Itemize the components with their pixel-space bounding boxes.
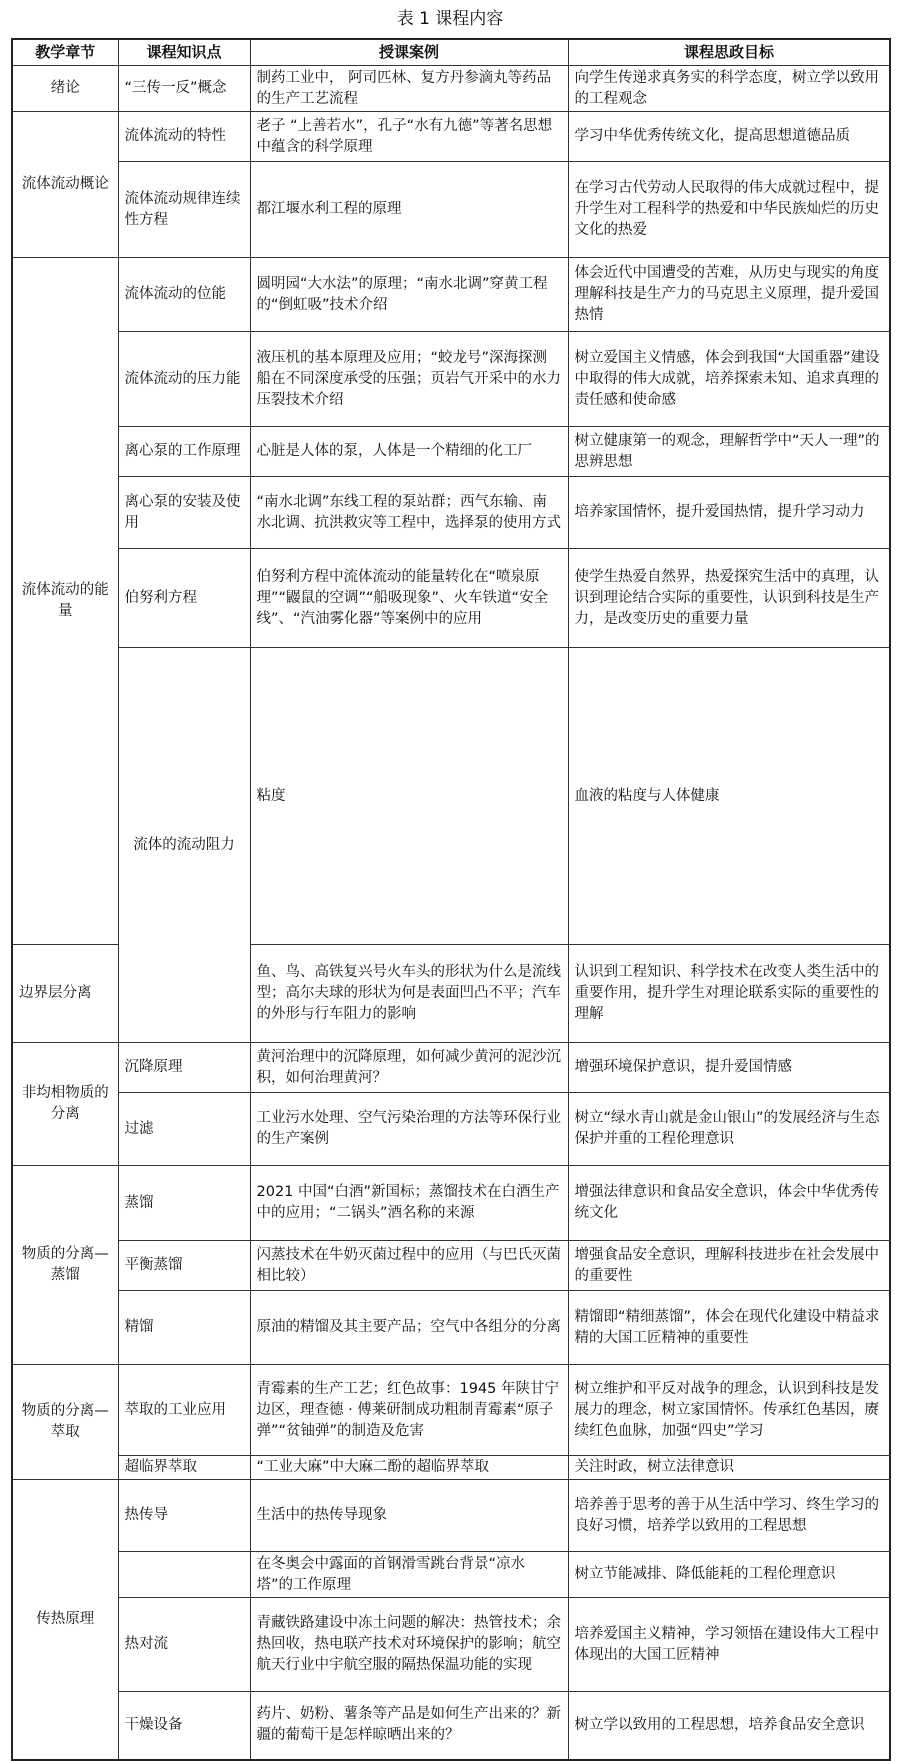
knowledge-point-cell: 蒸馏	[118, 1166, 250, 1241]
ideological-goal-cell: 树立学以致用的工程思想，培养食品安全意识	[568, 1692, 890, 1760]
knowledge-point-cell: 流体流动的位能	[118, 258, 250, 332]
teaching-case-cell: 伯努利方程中流体流动的能量转化在“喷泉原理”“鼹鼠的空调”“船吸现象”、火车铁道“安全线”、“汽油雾化器”等案例中的应用	[250, 549, 568, 648]
knowledge-point-cell: 流体流动的压力能	[118, 332, 250, 427]
table-row	[12, 648, 890, 945]
knowledge-point-cell: 离心泵的工作原理	[118, 427, 250, 477]
table-row	[12, 549, 890, 648]
teaching-case-cell: 圆明园“大水法”的原理；“南水北调”穿黄工程的“倒虹吸”技术介绍	[250, 258, 568, 332]
chapter-cell: 非均相物质的分离	[12, 1043, 118, 1166]
teaching-case-cell: 青藏铁路建设中冻土问题的解决：热管技术；余热回收，热电联产技术对环境保护的影响；航空航天行业中宇航空服的隔热保温功能的实现	[250, 1598, 568, 1692]
teaching-case-cell: 制药工业中， 阿司匹林、复方丹参滴丸等药品的生产工艺流程	[250, 66, 568, 112]
ideological-goal-cell: 向学生传递求真务实的科学态度，树立学以致用的工程观念	[568, 66, 890, 112]
table-row	[12, 1552, 890, 1598]
table-row	[12, 66, 890, 112]
knowledge-point-cell: 流体流动的特性	[118, 112, 250, 162]
chapter-cell: 物质的分离—蒸馏	[12, 1166, 118, 1365]
teaching-case-cell: 心脏是人体的泵，人体是一个精细的化工厂	[250, 427, 568, 477]
ideological-goal-cell: 培养家国情怀，提升爱国热情，提升学习动力	[568, 477, 890, 549]
ideological-goal-cell: 增强法律意识和食品安全意识，体会中华优秀传统文化	[568, 1166, 890, 1241]
table-row	[12, 1480, 890, 1552]
table-row	[12, 1456, 890, 1480]
header-row	[12, 39, 890, 66]
teaching-case-cell: 生活中的热传导现象	[250, 1480, 568, 1552]
table-caption: 表 1 课程内容	[396, 9, 504, 29]
table-row	[12, 1093, 890, 1166]
table-row	[12, 112, 890, 162]
knowledge-point-cell: 流体流动规律连续性方程	[118, 162, 250, 258]
teaching-case-cell: “工业大麻”中大麻二酚的超临界萃取	[250, 1456, 568, 1480]
chapter-cell: 流体流动概论	[12, 112, 118, 258]
knowledge-point-cell: 过滤	[118, 1093, 250, 1166]
ideological-goal-cell: 使学生热爱自然界，热爱探究生活中的真理，认识到理论结合实际的重要性，认识到科技是生产力，是改变历史的重要力量	[568, 549, 890, 648]
teaching-case-cell: 在冬奥会中露面的首钢滑雪跳台背景“凉水塔”的工作原理	[250, 1552, 568, 1598]
ideological-goal-cell: 树立健康第一的观念，理解哲学中“天人一理”的思辨思想	[568, 427, 890, 477]
table-row	[12, 427, 890, 477]
ideological-goal-cell: 树立节能减排、降低能耗的工程伦理意识	[568, 1552, 890, 1598]
table-row	[12, 1241, 890, 1291]
header-teaching-case: 授课案例	[250, 39, 568, 66]
knowledge-point-cell: 热传导	[118, 1480, 250, 1552]
teaching-case-cell: “南水北调”东线工程的泵站群；西气东输、南水北调、抗洪救灾等工程中，选择泵的使用方式	[250, 477, 568, 549]
knowledge-point-cell: 沉降原理	[118, 1043, 250, 1093]
knowledge-point-cell: 伯努利方程	[118, 549, 250, 648]
table-row	[12, 1166, 890, 1241]
teaching-case-cell: 鱼、鸟、高铁复兴号火车头的形状为什么是流线型；高尔夫球的形状为何是表面凹凸不平；汽车的外形与行车阻力的影响	[250, 945, 568, 1043]
chapter-cell: 流体的流动阻力	[118, 648, 250, 1043]
knowledge-point-cell: 干燥设备	[118, 1692, 250, 1760]
table-row	[12, 258, 890, 332]
ideological-goal-cell: 树立爱国主义情感，体会到我国“大国重器”建设中取得的伟大成就，培养探索未知、追求真理的责任感和使命感	[568, 332, 890, 427]
table-row	[12, 1598, 890, 1692]
ideological-goal-cell: 树立维护和平反对战争的理念，认识到科技是发展力的理念，树立家国情怀。传承红色基因，赓续红色血脉，加强“四史”学习	[568, 1365, 890, 1456]
table-body	[12, 66, 890, 1760]
knowledge-point-cell	[118, 1552, 250, 1598]
knowledge-point-cell: 超临界萃取	[118, 1456, 250, 1480]
table-row	[12, 1291, 890, 1365]
knowledge-point-cell: “三传一反”概念	[118, 66, 250, 112]
teaching-case-cell: 工业污水处理、空气污染治理的方法等环保行业的生产案例	[250, 1093, 568, 1166]
ideological-goal-cell: 培养善于思考的善于从生活中学习、终生学习的良好习惯，培养学以致用的工程思想	[568, 1480, 890, 1552]
course-content-table	[11, 38, 891, 1761]
teaching-case-cell: 都江堰水利工程的原理	[250, 162, 568, 258]
table-row	[12, 162, 890, 258]
table-row	[12, 332, 890, 427]
ideological-goal-cell: 精馏即“精细蒸馏”，体会在现代化建设中精益求精的大国工匠精神的重要性	[568, 1291, 890, 1365]
knowledge-point-cell: 精馏	[118, 1291, 250, 1365]
teaching-case-cell: 青霉素的生产工艺；红色故事：1945 年陕甘宁边区，理查德 · 傅莱研制成功粗制青霉素“原子弹”“贫铀弹”的制造及危害	[250, 1365, 568, 1456]
teaching-case-cell: 老子 “上善若水”，孔子“水有九德”等著名思想中蕴含的科学原理	[250, 112, 568, 162]
ideological-goal-cell: 增强食品安全意识，理解科技进步在社会发展中的重要性	[568, 1241, 890, 1291]
header-ideological-goal: 课程思政目标	[568, 39, 890, 66]
table-row	[12, 477, 890, 549]
ideological-goal-cell: 培养爱国主义精神，学习领悟在建设伟大工程中体现出的大国工匠精神	[568, 1598, 890, 1692]
header-chapter: 教学章节	[12, 39, 118, 66]
ideological-goal-cell: 增强环境保护意识，提升爱国情感	[568, 1043, 890, 1093]
knowledge-point-cell: 平衡蒸馏	[118, 1241, 250, 1291]
table-row	[12, 1043, 890, 1093]
teaching-case-cell: 原油的精馏及其主要产品；空气中各组分的分离	[250, 1291, 568, 1365]
chapter-cell: 绪论	[12, 66, 118, 112]
ideological-goal-cell: 关注时政，树立法律意识	[568, 1456, 890, 1480]
teaching-case-cell: 闪蒸技术在牛奶灭菌过程中的应用（与巴氏灭菌相比较）	[250, 1241, 568, 1291]
table-row	[12, 1365, 890, 1456]
teaching-case-cell: 液压机的基本原理及应用；“蛟龙号”深海探测船在不同深度承受的压强；页岩气开采中的水力压裂技术介绍	[250, 332, 568, 427]
teaching-case-cell: 血液的粘度与人体健康	[568, 648, 890, 945]
teaching-case-cell: 2021 中国“白酒”新国标；蒸馏技术在白酒生产中的应用；“二锅头”酒名称的来源	[250, 1166, 568, 1241]
ideological-goal-cell: 体会近代中国遭受的苦难，从历史与现实的角度理解科技是生产力的马克思主义原理，提升爱国热情	[568, 258, 890, 332]
knowledge-point-cell: 粘度	[250, 648, 568, 945]
teaching-case-cell: 黄河治理中的沉降原理，如何减少黄河的泥沙沉积，如何治理黄河？	[250, 1043, 568, 1093]
knowledge-point-cell: 萃取的工业应用	[118, 1365, 250, 1456]
ideological-goal-cell: 学习中华优秀传统文化，提高思想道德品质	[568, 112, 890, 162]
chapter-cell: 物质的分离—萃取	[12, 1365, 118, 1480]
knowledge-point-cell: 离心泵的安装及使用	[118, 477, 250, 549]
teaching-case-cell: 药片、奶粉、薯条等产品是如何生产出来的？新疆的葡萄干是怎样晾晒出来的？	[250, 1692, 568, 1760]
ideological-goal-cell: 在学习古代劳动人民取得的伟大成就过程中，提升学生对工程科学的热爱和中华民族灿烂的历史文化的热爱	[568, 162, 890, 258]
chapter-cell: 流体流动的能量	[12, 258, 118, 945]
header-knowledge-point: 课程知识点	[118, 39, 250, 66]
ideological-goal-cell: 树立“绿水青山就是金山银山”的发展经济与生态保护并重的工程伦理意识	[568, 1093, 890, 1166]
chapter-cell: 传热原理	[12, 1480, 118, 1760]
ideological-goal-cell: 认识到工程知识、科学技术在改变人类生活中的重要作用，提升学生对理论联系实际的重要性的理解	[568, 945, 890, 1043]
knowledge-point-cell: 边界层分离	[12, 945, 118, 1043]
knowledge-point-cell: 热对流	[118, 1598, 250, 1692]
table-row	[12, 1692, 890, 1760]
